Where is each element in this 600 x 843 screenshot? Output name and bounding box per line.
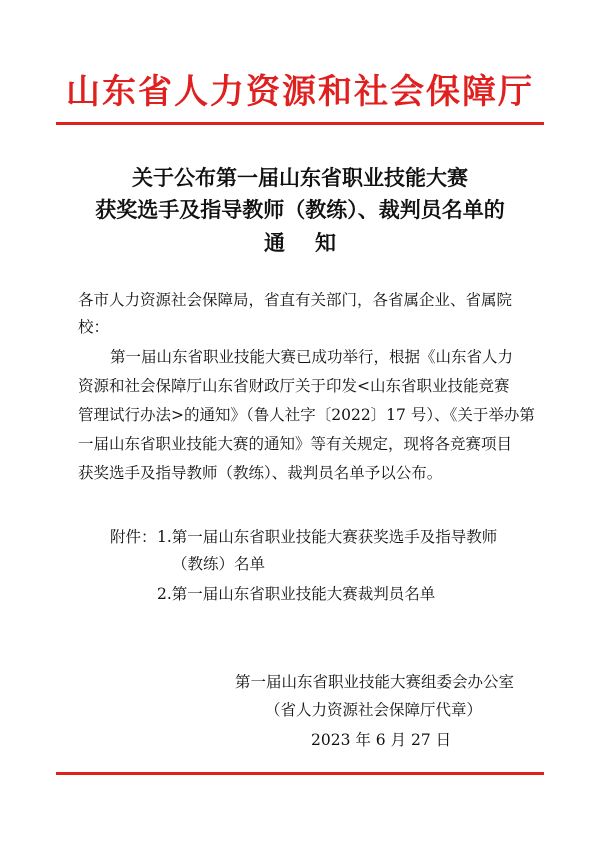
attachment-item-2: 2.第一届山东省职业技能大赛裁判员名单 xyxy=(157,585,436,603)
footer-red-rule xyxy=(56,772,544,775)
signature-date: 2023 年 6 月 27 日 xyxy=(311,731,452,749)
attachment-item-1-line-2: （教练）名单 xyxy=(172,555,266,573)
title-line-3: 通知 xyxy=(264,230,366,255)
paragraph-line: 第一届山东省职业技能大赛已成功举行，根据《山东省人力 xyxy=(110,348,514,366)
attachment-item-1-line-1: 1.第一届山东省职业技能大赛获奖选手及指导教师 xyxy=(157,528,498,546)
title-line-1: 关于公布第一届山东省职业技能大赛 xyxy=(132,165,468,190)
paragraph-line: 一届山东省职业技能大赛的通知》等有关规定，现将各竞赛项目 xyxy=(78,435,513,453)
org-header: 山东省人力资源和社会保障厅 xyxy=(66,72,534,112)
paragraph-line: 管理试行办法>的通知》（鲁人社字〔2022〕17 号）、《关于举办第 xyxy=(78,406,535,424)
paragraph-line: 资源和社会保障厅山东省财政厅关于印发<山东省职业技能竞赛 xyxy=(78,377,510,395)
header-red-rule xyxy=(56,122,544,125)
paragraph-line: 获奖选手及指导教师（教练）、裁判员名单予以公布。 xyxy=(78,464,443,482)
salutation-line-2: 校： xyxy=(78,318,110,336)
title-line-2: 获奖选手及指导教师（教练）、裁判员名单的 xyxy=(95,197,505,222)
signature-proxy: （省人力资源社会保障厅代章） xyxy=(265,701,483,719)
salutation-line-1: 各市人力资源社会保障局，省直有关部门，各省属企业、省属院 xyxy=(78,291,513,309)
attachments-label: 附件： xyxy=(110,528,157,546)
signature-org: 第一届山东省职业技能大赛组委会办公室 xyxy=(235,673,515,691)
